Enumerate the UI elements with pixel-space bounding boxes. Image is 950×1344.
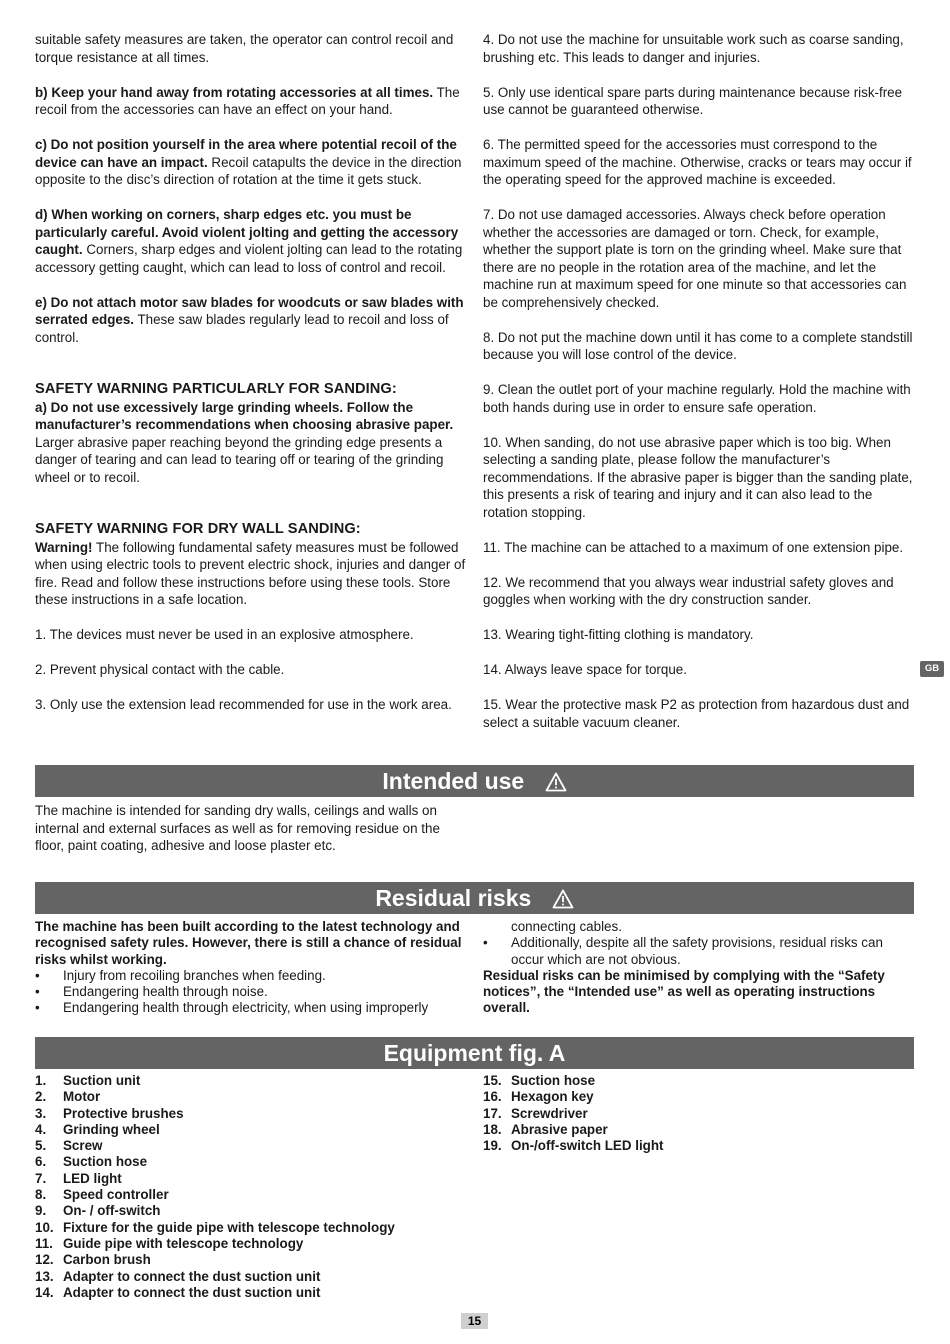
safety-item-b: b) Keep your hand away from rotating accessories at all times. The recoil from the accessories can have an effect on your hand. bbox=[35, 84, 460, 117]
intended-use-title: Intended use bbox=[382, 768, 525, 794]
safety-item-e: e) Do not attach motor saw blades for woodcuts or saw blades with serrated edges. These saw blades regularly lead to recoil and loss of control. bbox=[35, 294, 464, 345]
equipment-item-number: 2. bbox=[35, 1089, 47, 1105]
equipment-item-number: 7. bbox=[35, 1170, 47, 1186]
equipment-item-number: 11. bbox=[35, 1235, 53, 1251]
equipment-item-number: 12. bbox=[35, 1252, 54, 1268]
equipment-title: Equipment fig. A bbox=[383, 1040, 566, 1066]
intended-use-header bbox=[35, 765, 914, 797]
safety-intro-paragraph: suitable safety measures are taken, the operator can control recoil and torque resistance at all times. bbox=[35, 32, 454, 65]
intended-use-text: The machine is intended for sanding dry walls, ceilings and walls on internal and external surfaces as well as for removing residue on the floor, paint coating, adhesive and loose plaster etc. bbox=[35, 803, 440, 853]
drywall-item-13: 13. Wearing tight-fitting clothing is mandatory. bbox=[483, 627, 754, 642]
equipment-item-label: Abrasive paper bbox=[511, 1121, 608, 1137]
drywall-item-10: 10. When sanding, do not use abrasive paper which is too big. When selecting a sanding plate, please follow the manufacturer’s recommendations. If the abrasive paper is bigger than the sanding plate, this presents a risk of tearing and injury and it can also lead to the rotation stopping. bbox=[483, 434, 913, 520]
equipment-item-label: Adapter to connect the dust suction unit bbox=[63, 1284, 321, 1300]
equipment-item-label: Protective brushes bbox=[63, 1105, 184, 1121]
equipment-item-number: 17. bbox=[483, 1105, 502, 1121]
equipment-item-label: Suction hose bbox=[63, 1154, 148, 1170]
equipment-item bbox=[35, 1220, 467, 1236]
drywall-item-5: 5. Only use identical spare parts during maintenance because risk-free use cannot be guaranteed otherwise. bbox=[483, 84, 903, 117]
drywall-warning-heading: SAFETY WARNING FOR DRY WALL SANDING: bbox=[35, 521, 361, 537]
drywall-item-6: 6. The permitted speed for the accessories must correspond to the maximum speed of the machine. Otherwise, cracks or tears may occur if the operating speed for the approved machine is exceeded. bbox=[483, 137, 912, 187]
equipment-item bbox=[35, 1106, 467, 1122]
equipment-item bbox=[483, 1122, 915, 1138]
equipment-item-label: Grinding wheel bbox=[63, 1121, 160, 1137]
equipment-item-number: 6. bbox=[35, 1154, 47, 1170]
drywall-item-15: 15. Wear the protective mask P2 as protection from hazardous dust and select a suitable vacuum cleaner. bbox=[483, 697, 910, 730]
residual-risks-right bbox=[483, 919, 915, 1017]
equipment-item-number: 19. bbox=[483, 1138, 502, 1154]
equipment-item-label: Screwdriver bbox=[511, 1105, 588, 1121]
equipment-list-left bbox=[35, 1073, 467, 1301]
equipment-item bbox=[35, 1236, 467, 1252]
equipment-item-label: Hexagon key bbox=[511, 1089, 594, 1105]
equipment-header bbox=[35, 1037, 914, 1069]
equipment-item-label: Adapter to connect the dust suction unit bbox=[63, 1268, 321, 1284]
equipment-item bbox=[483, 1106, 915, 1122]
equipment-item-label: Carbon brush bbox=[63, 1252, 151, 1268]
equipment-item-number: 5. bbox=[35, 1138, 47, 1154]
equipment-item bbox=[35, 1285, 467, 1301]
equipment-item-label: Motor bbox=[63, 1089, 101, 1105]
equipment-item bbox=[35, 1203, 467, 1219]
residual-risks-title: Residual risks bbox=[375, 885, 532, 911]
residual-risks-left bbox=[35, 919, 467, 1017]
list-item: • Injury from recoiling branches when feeding. bbox=[35, 968, 467, 984]
drywall-item-11: 11. The machine can be attached to a maximum of one extension pipe. bbox=[483, 539, 904, 555]
equipment-item-label: On- / off-switch bbox=[63, 1203, 161, 1219]
equipment-item bbox=[35, 1154, 467, 1170]
warning-triangle-icon bbox=[552, 885, 574, 917]
safety-item-c: c) Do not position yourself in the area where potential recoil of the device can have an impact. Recoil catapults the device in the direction opposite to the disc’s direction of rotation at the time it gets stuck. bbox=[35, 137, 462, 187]
safety-item-d: d) When working on corners, sharp edges etc. you must be particularly careful. Avoid violent jolting and getting the accessory caught. Corners, sharp edges and violent jolting can lead to the rotating accessory getting caught, which can lead to loss of control and recoil. bbox=[35, 207, 463, 275]
list-item: • Endangering health through electricity, when using improperly bbox=[35, 1000, 467, 1016]
equipment-item bbox=[35, 1187, 467, 1203]
equipment-item bbox=[35, 1269, 467, 1285]
language-tab: GB bbox=[920, 661, 944, 677]
drywall-item-7: 7. Do not use damaged accessories. Always check before operation whether the accessories are damaged or torn. Check, for example, whether the support plate is torn on the grinding wheel. Make sure that there are no people in the rotation area of the machine, and let the machine run at maximum speed for one minute so that accessories can be comprehensively checked. bbox=[483, 207, 907, 310]
equipment-item-number: 13. bbox=[35, 1268, 54, 1284]
warning-triangle-icon bbox=[545, 768, 567, 800]
drywall-item-4: 4. Do not use the machine for unsuitable work such as coarse sanding, brushing etc. This leads to danger and injuries. bbox=[483, 32, 904, 65]
page-number: 15 bbox=[461, 1313, 488, 1329]
drywall-item-3: 3. Only use the extension lead recommended for use in the work area. bbox=[35, 697, 452, 712]
equipment-item-number: 4. bbox=[35, 1121, 47, 1137]
sanding-item-a: a) Do not use excessively large grinding wheels. Follow the manufacturer’s recommendations when choosing abrasive paper. Larger abrasive paper reaching beyond the grinding edge presents a danger of tearing and can lead to tearing off or tearing of the grinding wheel or to recoil. bbox=[35, 399, 454, 485]
equipment-item-number: 8. bbox=[35, 1187, 47, 1203]
drywall-item-1: 1. The devices must never be used in an explosive atmosphere. bbox=[35, 627, 414, 642]
drywall-item-8: 8. Do not put the machine down until it has come to a complete standstill because you will lose control of the device. bbox=[483, 329, 913, 362]
equipment-item-label: LED light bbox=[63, 1170, 122, 1186]
equipment-item-label: Suction hose bbox=[511, 1073, 596, 1088]
equipment-item-number: 14. bbox=[35, 1284, 54, 1300]
equipment-item-number: 18. bbox=[483, 1121, 502, 1137]
equipment-item-number: 15. bbox=[483, 1073, 502, 1088]
drywall-item-14: 14. Always leave space for torque. bbox=[483, 662, 687, 677]
equipment-item-label: Guide pipe with telescope technology bbox=[63, 1235, 304, 1251]
equipment-item-number: 3. bbox=[35, 1105, 47, 1121]
residual-risks-header bbox=[35, 882, 914, 914]
equipment-item-label: Screw bbox=[63, 1138, 103, 1154]
equipment-item bbox=[35, 1073, 467, 1089]
equipment-item bbox=[35, 1252, 467, 1268]
list-item: • Endangering health through noise. bbox=[35, 984, 467, 1000]
safety-left-column bbox=[35, 31, 467, 731]
equipment-item-number: 10. bbox=[35, 1219, 54, 1235]
residual-risks-list bbox=[35, 968, 467, 1017]
equipment-item bbox=[35, 1089, 467, 1105]
equipment-item-number: 9. bbox=[35, 1203, 47, 1219]
residual-risks-outro: Residual risks can be minimised by complying with the “Safety notices”, the “Intended use” as well as operating instructions overall. bbox=[483, 967, 885, 1016]
drywall-item-2: 2. Prevent physical contact with the cable. bbox=[35, 662, 285, 677]
equipment-item bbox=[35, 1122, 467, 1138]
equipment-item-number: 1. bbox=[35, 1073, 47, 1088]
equipment-item-number: 16. bbox=[483, 1089, 502, 1105]
equipment-list-right bbox=[483, 1073, 915, 1154]
equipment-item bbox=[483, 1138, 915, 1154]
list-item-continuation: connecting cables. bbox=[511, 919, 622, 934]
residual-risks-intro: The machine has been built according to the latest technology and recognised safety rules. However, there is still a chance of residual risks whilst working. bbox=[35, 919, 462, 967]
equipment-item bbox=[35, 1138, 467, 1154]
equipment-item-label: Suction unit bbox=[63, 1073, 141, 1088]
equipment-item bbox=[483, 1089, 915, 1105]
drywall-item-9: 9. Clean the outlet port of your machine regularly. Hold the machine with both hands during use in order to ensure safe operation. bbox=[483, 382, 911, 415]
drywall-item-12: 12. We recommend that you always wear industrial safety gloves and goggles when working with the dry construction sander. bbox=[483, 574, 894, 607]
equipment-item-label: Fixture for the guide pipe with telescope technology bbox=[63, 1219, 395, 1235]
list-item: • Additionally, despite all the safety provisions, residual risks can occur which are not obvious. bbox=[483, 935, 915, 968]
equipment-item bbox=[35, 1171, 467, 1187]
equipment-item-label: On-/off-switch LED light bbox=[511, 1138, 664, 1154]
equipment-item-label: Speed controller bbox=[63, 1187, 169, 1203]
sanding-warning-heading: SAFETY WARNING PARTICULARLY FOR SANDING: bbox=[35, 381, 397, 397]
equipment-item bbox=[483, 1073, 915, 1089]
drywall-warning-paragraph: Warning! The following fundamental safety measures must be followed when using electric tools to prevent electric shock, injuries and danger of fire. Read and follow these instructions before using these tools. Store these instructions in a safe location. bbox=[35, 539, 466, 607]
safety-right-column bbox=[483, 31, 915, 749]
